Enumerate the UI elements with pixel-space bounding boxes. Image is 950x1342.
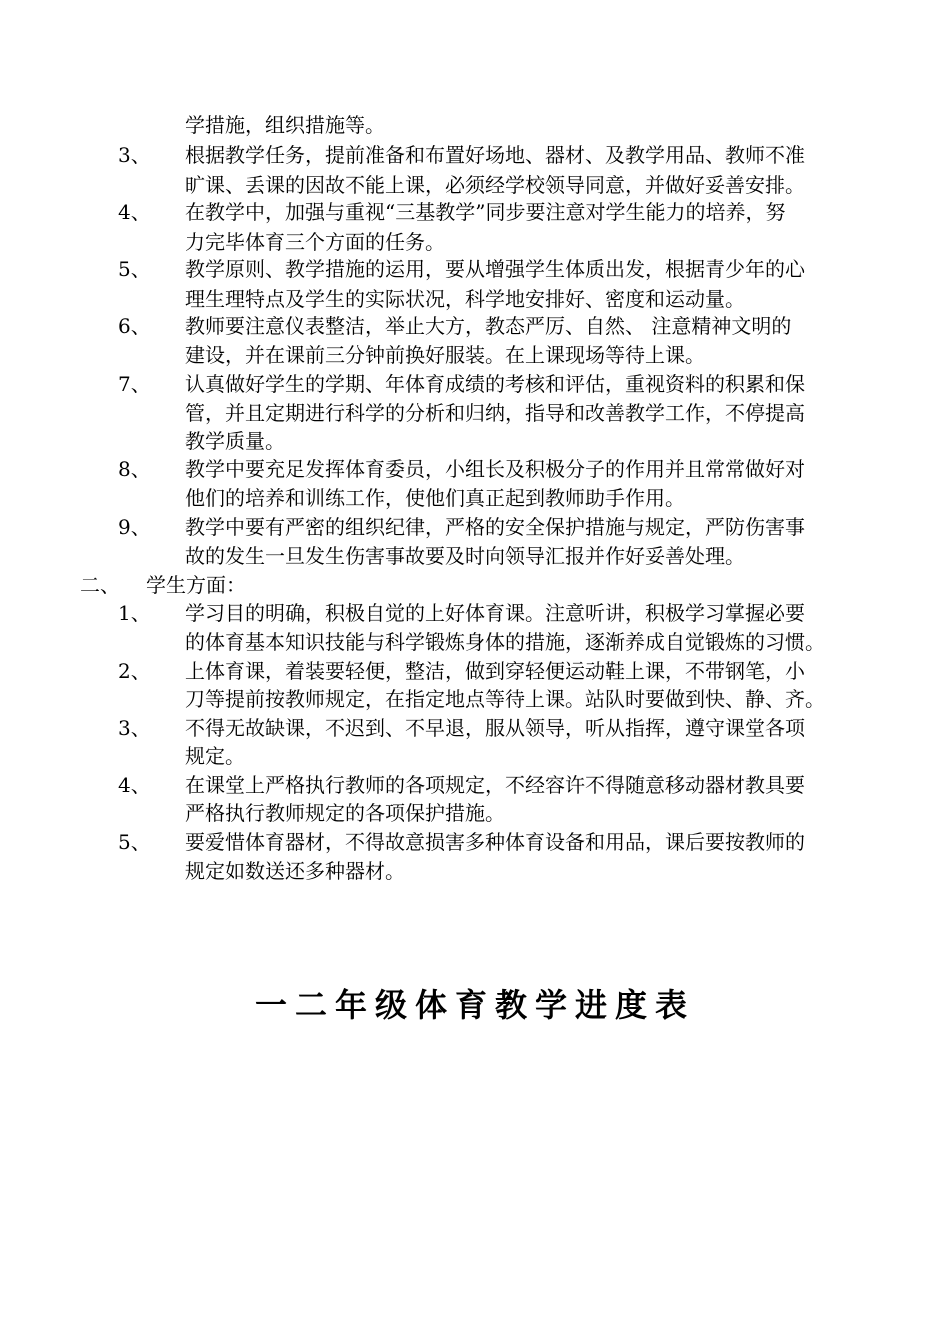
- list-item-continuation: [0, 627, 950, 657]
- text-line: 规定。: [185, 744, 245, 768]
- text-line: 规定如数送还多种器材。: [185, 859, 405, 883]
- text-line: 根据教学任务，提前准备和布置好场地、器材、及教学用品、教师不准: [185, 143, 805, 167]
- item-number: 9、: [118, 515, 151, 539]
- item-number: 4、: [118, 200, 151, 224]
- list-item-continuation: [0, 426, 950, 456]
- list-item: [0, 827, 950, 857]
- text-line: 建设，并在课前三分钟前换好服装。在上课现场等待上课。: [185, 343, 705, 367]
- text-line: 的体育基本知识技能与科学锻炼身体的措施，逐渐养成自觉锻炼的习惯。: [185, 630, 825, 654]
- text-line: 他们的培养和训练工作，使他们真正起到教师助手作用。: [185, 486, 685, 510]
- list-item-continuation: [0, 340, 950, 370]
- text-line: 教学质量。: [185, 429, 285, 453]
- item-number: 8、: [118, 457, 151, 481]
- list-item-continuation: [0, 541, 950, 571]
- list-item: [0, 140, 950, 170]
- item-number: 3、: [118, 143, 151, 167]
- list-item: [0, 512, 950, 542]
- text-line: 要爱惜体育器材，不得故意损害多种体育设备和用品，课后要按教师的: [185, 830, 805, 854]
- item-number: 5、: [118, 830, 151, 854]
- list-item: [0, 598, 950, 628]
- list-item-continuation: [0, 227, 950, 257]
- text-line: 教师要注意仪表整洁，举止大方，教态严厉、自然、 注意精神文明的: [185, 314, 792, 338]
- list-item: [0, 454, 950, 484]
- section-number: 二、: [80, 573, 120, 597]
- text-line: 刀等提前按教师规定，在指定地点等待上课。站队时要做到快、静、齐。: [185, 687, 825, 711]
- text-line: 上体育课，着装要轻便，整洁，做到穿轻便运动鞋上课，不带钢笔，小: [185, 659, 805, 683]
- list-item: [0, 770, 950, 800]
- section-heading: [0, 570, 950, 600]
- item-number: 1、: [118, 601, 151, 625]
- list-item-continuation: [0, 856, 950, 886]
- list-item: [0, 311, 950, 341]
- list-item: [0, 254, 950, 284]
- list-item-continuation: [0, 170, 950, 200]
- list-item: [0, 656, 950, 686]
- item-number: 2、: [118, 659, 151, 683]
- list-item-continuation: [0, 684, 950, 714]
- text-line: 力完毕体育三个方面的任务。: [185, 230, 445, 254]
- list-item: [0, 713, 950, 743]
- text-line: 在教学中，加强与重视“三基教学”同步要注意对学生能力的培养，努: [185, 200, 786, 224]
- text-line: 教学中要有严密的组织纪律，严格的安全保护措施与规定，严防伤害事: [185, 515, 805, 539]
- list-item-continuation: [0, 741, 950, 771]
- text-line: 在课堂上严格执行教师的各项规定，不经容许不得随意移动器材教具要: [185, 773, 805, 797]
- text-line: 学习目的明确，积极自觉的上好体育课。注意听讲，积极学习掌握必要: [185, 601, 805, 625]
- list-item-continuation: [0, 483, 950, 513]
- item-number: 6、: [118, 314, 151, 338]
- text-line: 管，并且定期进行科学的分析和归纳，指导和改善教学工作，不停提高: [185, 401, 805, 425]
- page-title: 一二年级体育教学进度表: [254, 986, 695, 1024]
- item-number: 7、: [118, 372, 151, 396]
- item-number: 4、: [118, 773, 151, 797]
- section-label: 学生方面：: [146, 573, 246, 597]
- text-line: 故的发生一旦发生伤害事故要及时向领导汇报并作好妥善处理。: [185, 544, 745, 568]
- list-item-continuation: [0, 284, 950, 314]
- text-line: 严格执行教师规定的各项保护措施。: [185, 801, 505, 825]
- text-line: 教学中要充足发挥体育委员，小组长及积极分子的作用并且常常做好对: [185, 457, 805, 481]
- text-line: 认真做好学生的学期、年体育成绩的考核和评估，重视资料的积累和保: [185, 372, 805, 396]
- text-line: 教学原则、教学措施的运用，要从增强学生体质出发，根据青少年的心: [185, 257, 805, 281]
- list-item-continuation: [0, 398, 950, 428]
- continuation-line: [0, 110, 950, 140]
- list-item: [0, 369, 950, 399]
- text-line: 学措施，组织措施等。: [185, 113, 385, 137]
- list-item: [0, 197, 950, 227]
- text-line: 不得无故缺课，不迟到、不早退，服从领导，听从指挥，遵守课堂各项: [185, 716, 805, 740]
- item-number: 5、: [118, 257, 151, 281]
- list-item-continuation: [0, 798, 950, 828]
- item-number: 3、: [118, 716, 151, 740]
- text-line: 理生理特点及学生的实际状况，科学地安排好、密度和运动量。: [185, 287, 745, 311]
- text-line: 旷课、丢课的因故不能上课，必须经学校领导同意，并做好妥善安排。: [185, 173, 805, 197]
